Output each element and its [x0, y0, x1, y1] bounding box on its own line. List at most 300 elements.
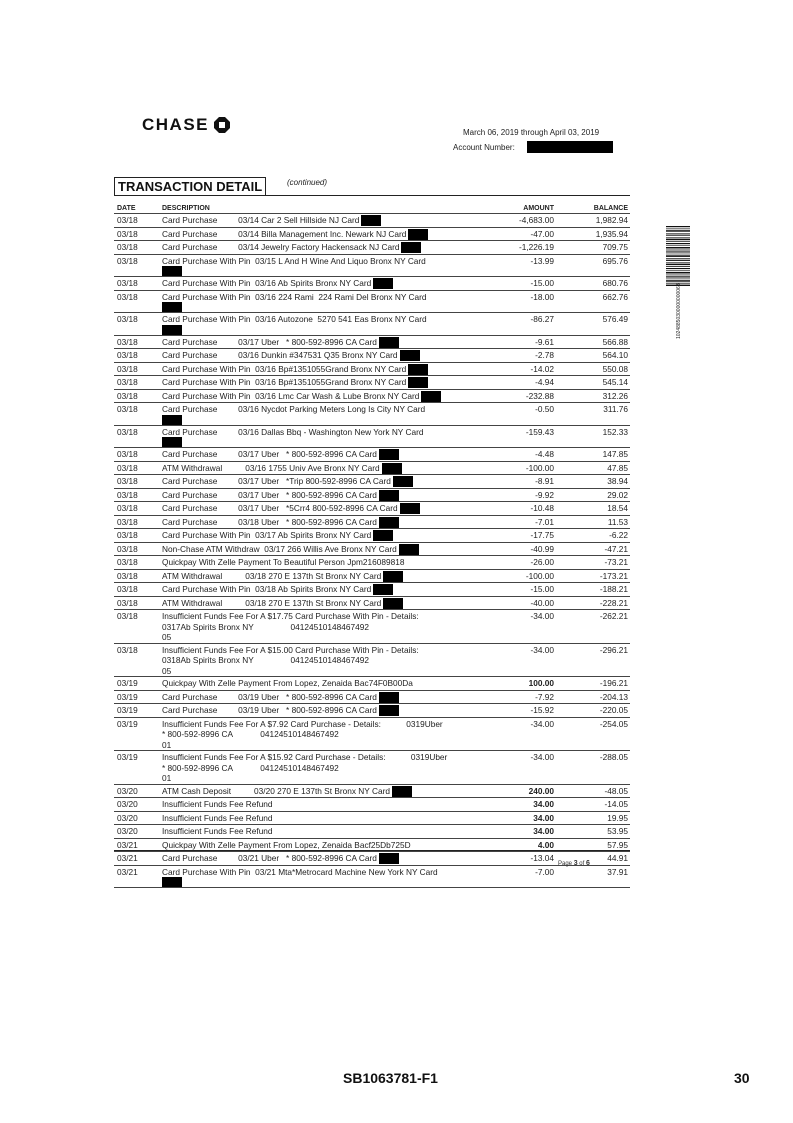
card-number-redacted — [408, 377, 428, 388]
row-amount: 34.00 — [533, 826, 554, 836]
row-date: 03/18 — [117, 314, 138, 324]
row-balance: 709.75 — [602, 242, 628, 252]
logo-text: CHASE — [142, 115, 210, 134]
row-balance: 1,982.94 — [595, 215, 628, 225]
row-description-text: Card Purchase With Pin 03/16 224 Rami 224 Rami Del Bronx NY Card — [162, 291, 427, 302]
row-balance: 550.08 — [602, 363, 628, 374]
row-balance: 152.33 — [602, 426, 628, 437]
row-description — [162, 337, 492, 349]
table-row — [114, 475, 630, 489]
card-number-redacted — [373, 530, 393, 541]
row-description — [162, 705, 492, 717]
row-balance: -196.21 — [599, 678, 628, 688]
row-description-text: Card Purchase With Pin 03/15 L And H Wine And Liquo Bronx NY Card — [162, 255, 426, 266]
card-number-redacted — [421, 391, 441, 402]
col-description-header: DESCRIPTION — [162, 205, 210, 212]
row-description — [162, 350, 492, 362]
row-balance: -228.21 — [599, 597, 628, 608]
row-description — [162, 786, 492, 798]
row-description-text: Card Purchase 03/16 Dallas Bbq - Washington New York NY Card — [162, 426, 424, 437]
row-date: 03/18 — [117, 611, 138, 621]
table-row — [114, 448, 630, 462]
row-balance: 695.76 — [602, 255, 628, 266]
table-row — [114, 390, 630, 404]
card-number-redacted — [162, 325, 182, 335]
card-number-redacted — [162, 877, 182, 887]
row-date: 03/18 — [117, 426, 138, 437]
table-row — [114, 516, 630, 530]
row-description-text: Card Purchase 03/17 Uber *5Crr4 800-592-8996 CA Card — [162, 503, 398, 513]
barcode-icon — [666, 226, 690, 286]
page-indicator — [558, 860, 590, 867]
row-balance: -6.22 — [609, 530, 628, 540]
row-date: 03/19 — [117, 752, 138, 762]
card-number-redacted — [392, 786, 412, 797]
row-description — [162, 256, 492, 277]
row-description-text: Card Purchase 03/17 Uber *Trip 800-592-8996 CA Card — [162, 476, 391, 486]
page-total: 6 — [585, 860, 590, 867]
card-number-redacted — [162, 437, 182, 447]
row-balance: 564.10 — [602, 350, 628, 360]
row-description — [162, 292, 492, 313]
row-description-text: Insufficient Funds Fee For A $15.00 Card Purchase With Pin - Details: — [162, 644, 419, 655]
chase-octagon-icon — [214, 117, 230, 133]
row-description — [162, 278, 492, 290]
card-number-redacted — [399, 544, 419, 555]
row-amount: -18.00 — [530, 291, 554, 302]
table-row — [114, 277, 630, 291]
row-description-text: Quickpay With Zelle Payment To Beautiful Person Jpm216089818 — [162, 557, 405, 567]
row-date: 03/18 — [117, 255, 138, 266]
row-balance: -73.21 — [604, 557, 628, 567]
row-description-line3: 05 — [162, 632, 172, 642]
row-amount: -13.99 — [530, 255, 554, 266]
table-row — [114, 462, 630, 476]
row-description-text: Insufficient Funds Fee Refund — [162, 826, 273, 836]
row-balance: 18.54 — [607, 503, 628, 513]
row-description-text: Non-Chase ATM Withdraw 03/17 266 Willis Ave Bronx NY Card — [162, 543, 397, 554]
row-description — [162, 544, 492, 556]
row-amount: -34.00 — [530, 752, 554, 762]
table-row — [114, 704, 630, 718]
table-row — [114, 583, 630, 597]
row-description-text: Card Purchase With Pin 03/18 Ab Spirits Bronx NY Card — [162, 584, 372, 594]
row-date: 03/18 — [117, 597, 138, 608]
table-header — [114, 202, 630, 214]
card-number-redacted — [162, 415, 182, 425]
table-row — [114, 349, 630, 363]
row-balance: 545.14 — [602, 377, 628, 387]
row-description — [162, 584, 492, 596]
row-description — [162, 826, 492, 838]
table-row — [114, 228, 630, 242]
card-number-redacted — [379, 692, 399, 703]
continued-label: (continued) — [287, 178, 328, 187]
table-row — [114, 543, 630, 557]
row-amount: -7.01 — [535, 516, 554, 527]
row-amount: -26.00 — [530, 557, 554, 567]
row-date: 03/18 — [117, 336, 138, 347]
exhibit-number: 30 — [734, 1070, 750, 1086]
row-amount: -34.00 — [530, 644, 554, 655]
card-number-redacted — [383, 571, 403, 582]
table-row — [114, 570, 630, 584]
row-description — [162, 503, 492, 515]
card-number-redacted — [408, 229, 428, 240]
row-description — [162, 853, 492, 865]
row-description — [162, 645, 492, 677]
row-amount: -40.00 — [530, 597, 554, 608]
table-bottom-divider — [114, 850, 630, 851]
row-balance: 37.91 — [607, 866, 628, 877]
barcode-number: 10248850300000000063 — [676, 283, 682, 339]
table-row — [114, 812, 630, 826]
row-date: 03/20 — [117, 799, 138, 809]
row-balance: 47.85 — [607, 462, 628, 473]
row-balance: 680.76 — [602, 278, 628, 288]
row-date: 03/18 — [117, 644, 138, 655]
row-description-text: Card Purchase With Pin 03/16 Bp#1351055Grand Bronx NY Card — [162, 363, 407, 374]
row-date: 03/18 — [117, 278, 138, 288]
card-number-redacted — [408, 364, 428, 375]
card-number-redacted — [379, 705, 399, 716]
row-date: 03/18 — [117, 530, 138, 540]
row-balance: 1,935.94 — [595, 228, 628, 239]
row-description — [162, 752, 492, 784]
row-balance: -220.05 — [599, 705, 628, 715]
row-date: 03/18 — [117, 449, 138, 459]
row-description — [162, 692, 492, 704]
row-amount: -8.91 — [535, 476, 554, 486]
card-number-redacted — [373, 278, 393, 289]
row-date: 03/18 — [117, 363, 138, 374]
row-description-text: Insufficient Funds Fee Refund — [162, 812, 273, 823]
section-title: TRANSACTION DETAIL — [114, 177, 266, 196]
row-balance: 662.76 — [602, 291, 628, 302]
row-description-text: Card Purchase 03/19 Uber * 800-592-8996 CA Card — [162, 691, 377, 702]
row-description-line3: 01 — [162, 739, 172, 750]
row-description-text: Insufficient Funds Fee For A $17.75 Card Purchase With Pin - Details: — [162, 611, 419, 621]
table-row — [114, 502, 630, 516]
card-number-redacted — [379, 449, 399, 460]
card-number-redacted — [379, 517, 399, 528]
row-balance: 312.26 — [602, 390, 628, 401]
row-description — [162, 799, 492, 811]
row-amount: -232.88 — [525, 390, 554, 401]
row-date: 03/18 — [117, 543, 138, 554]
row-amount: -4.94 — [535, 377, 554, 387]
table-row — [114, 214, 630, 228]
row-amount: -2.78 — [535, 350, 554, 360]
row-description — [162, 404, 492, 425]
table-row — [114, 529, 630, 543]
table-row — [114, 291, 630, 314]
row-balance: -204.13 — [599, 691, 628, 702]
header-divider — [114, 195, 630, 196]
row-description-text: Insufficient Funds Fee For A $7.92 Card Purchase - Details: 0319Uber — [162, 718, 443, 729]
row-description-text: ATM Withdrawal 03/16 1755 Univ Ave Bronx NY Card — [162, 462, 380, 473]
table-row — [114, 376, 630, 390]
row-description — [162, 598, 492, 610]
row-description — [162, 530, 492, 542]
row-balance: -47.21 — [604, 543, 628, 554]
row-amount: -34.00 — [530, 718, 554, 729]
row-balance: 57.95 — [607, 839, 628, 850]
table-row — [114, 597, 630, 611]
row-date: 03/18 — [117, 215, 138, 225]
row-description — [162, 377, 492, 389]
card-number-redacted — [361, 215, 381, 226]
card-number-redacted — [373, 584, 393, 595]
row-description-line2: * 800-592-8996 CA 04124510148467492 — [162, 762, 339, 773]
transaction-table — [114, 202, 630, 888]
row-balance: 566.88 — [602, 336, 628, 347]
row-description — [162, 427, 492, 448]
row-description-line2: * 800-592-8996 CA 04124510148467492 — [162, 729, 339, 739]
row-description — [162, 364, 492, 376]
row-description — [162, 242, 492, 254]
row-description-text: Card Purchase 03/17 Uber * 800-592-8996 CA Card — [162, 449, 377, 459]
row-amount: -34.00 — [530, 611, 554, 621]
row-date: 03/20 — [117, 812, 138, 823]
row-balance: -173.21 — [599, 570, 628, 581]
row-description — [162, 571, 492, 583]
row-description-text: Card Purchase With Pin 03/16 Lmc Car Wash & Lube Bronx NY Card — [162, 390, 420, 401]
table-row — [114, 677, 630, 691]
row-date: 03/18 — [117, 242, 138, 252]
card-number-redacted — [393, 476, 413, 487]
row-amount: 34.00 — [533, 799, 554, 809]
row-description-line3: 05 — [162, 665, 172, 676]
row-amount: -15.92 — [530, 705, 554, 715]
row-balance: -14.05 — [604, 799, 628, 809]
row-description-text: Card Purchase 03/19 Uber * 800-592-8996 CA Card — [162, 705, 377, 715]
row-amount: -7.00 — [535, 866, 554, 877]
row-amount: -14.02 — [530, 363, 554, 374]
row-balance: 29.02 — [607, 489, 628, 500]
row-description-text: Card Purchase 03/16 Nycdot Parking Meters Long Is City NY Card — [162, 404, 426, 414]
row-description-text: Quickpay With Zelle Payment From Lopez, Zenaida Bac74F0B00Da — [162, 678, 413, 688]
page-prefix: Page — [558, 861, 573, 867]
row-description-text: Card Purchase 03/17 Uber * 800-592-8996 CA Card — [162, 489, 377, 500]
row-amount: -100.00 — [525, 462, 554, 473]
row-amount: -159.43 — [525, 426, 554, 437]
row-description — [162, 719, 492, 751]
row-amount: 4.00 — [537, 839, 554, 850]
card-number-redacted — [400, 503, 420, 514]
account-number-redacted — [527, 141, 613, 153]
row-amount: -7.92 — [535, 691, 554, 702]
row-balance: 44.91 — [607, 853, 628, 863]
row-date: 03/18 — [117, 476, 138, 486]
row-balance: -296.21 — [599, 644, 628, 655]
row-balance: 38.94 — [607, 476, 628, 486]
row-date: 03/19 — [117, 678, 138, 688]
table-row — [114, 363, 630, 377]
account-number-row — [453, 141, 613, 153]
card-number-redacted — [400, 350, 420, 361]
row-description-text: Card Purchase With Pin 03/16 Autozone 5270 541 Eas Bronx NY Card — [162, 314, 427, 324]
row-description — [162, 611, 492, 643]
row-date: 03/18 — [117, 390, 138, 401]
table-body — [114, 214, 630, 888]
card-number-redacted — [162, 302, 182, 312]
row-description-text: Card Purchase 03/14 Jewelry Factory Hackensack NJ Card — [162, 242, 400, 252]
row-balance: -262.21 — [599, 611, 628, 621]
row-description-text: Insufficient Funds Fee Refund — [162, 799, 273, 809]
row-balance: 19.95 — [607, 812, 628, 823]
row-description — [162, 229, 492, 241]
row-date: 03/20 — [117, 826, 138, 836]
row-amount: -100.00 — [525, 570, 554, 581]
table-row — [114, 866, 630, 889]
row-description — [162, 449, 492, 461]
row-date: 03/19 — [117, 705, 138, 715]
page-current: 3 — [573, 860, 578, 867]
row-date: 03/18 — [117, 557, 138, 567]
row-balance: -48.05 — [604, 785, 628, 796]
table-row — [114, 255, 630, 278]
row-description-text: Card Purchase 03/17 Uber * 800-592-8996 CA Card — [162, 336, 377, 347]
row-description — [162, 391, 492, 403]
table-row — [114, 426, 630, 449]
row-description-text: Card Purchase With Pin 03/16 Ab Spirits Bronx NY Card — [162, 278, 372, 288]
row-date: 03/18 — [117, 350, 138, 360]
table-row — [114, 825, 630, 839]
card-number-redacted — [382, 463, 402, 474]
row-amount: -40.99 — [530, 543, 554, 554]
table-row — [114, 798, 630, 812]
col-date-header: DATE — [117, 205, 136, 212]
row-date: 03/19 — [117, 691, 138, 702]
row-date: 03/18 — [117, 291, 138, 302]
row-description — [162, 517, 492, 529]
row-amount: -86.27 — [530, 314, 554, 324]
row-description — [162, 463, 492, 475]
row-description-text: Card Purchase 03/16 Dunkin #347531 Q35 Bronx NY Card — [162, 350, 398, 360]
row-description-text: Card Purchase 03/14 Car 2 Sell Hillside NJ Card — [162, 215, 360, 225]
table-row — [114, 610, 630, 644]
row-description-text: Card Purchase With Pin 03/16 Bp#1351055Grand Bronx NY Card — [162, 377, 407, 387]
table-row — [114, 313, 630, 336]
row-amount: -0.50 — [535, 404, 554, 414]
table-row — [114, 556, 630, 570]
row-balance: -288.05 — [599, 752, 628, 762]
row-description — [162, 867, 492, 888]
statement-period: March 06, 2019 through April 03, 2019 — [463, 128, 600, 137]
table-row — [114, 718, 630, 752]
chase-logo — [142, 115, 230, 135]
row-balance: 53.95 — [607, 826, 628, 836]
row-description-text: Card Purchase 03/18 Uber * 800-592-8996 CA Card — [162, 516, 377, 527]
row-balance: 311.76 — [603, 404, 628, 414]
card-number-redacted — [162, 266, 182, 276]
row-balance: 147.85 — [602, 449, 628, 459]
table-row — [114, 751, 630, 785]
row-description — [162, 314, 492, 335]
row-description-text: ATM Cash Deposit 03/20 270 E 137th St Bronx NY Card — [162, 785, 390, 796]
row-amount: -47.00 — [530, 228, 554, 239]
row-description-text: Quickpay With Zelle Payment From Lopez, Zenaida Bacf25Db725D — [162, 839, 411, 850]
row-amount: -1,226.19 — [518, 242, 554, 252]
row-date: 03/18 — [117, 570, 138, 581]
row-date: 03/21 — [117, 839, 138, 850]
table-row — [114, 644, 630, 678]
row-date: 03/20 — [117, 785, 138, 796]
table-row — [114, 691, 630, 705]
col-balance-header: BALANCE — [593, 205, 628, 212]
card-number-redacted — [383, 598, 403, 609]
col-amount-header: AMOUNT — [523, 205, 554, 212]
row-amount: -10.48 — [530, 503, 554, 513]
row-description-line2: 0317Ab Spirits Bronx NY 04124510148467492 — [162, 621, 369, 632]
document-id: SB1063781-F1 — [343, 1070, 438, 1086]
row-date: 03/18 — [117, 503, 138, 513]
table-row — [114, 403, 630, 426]
page-of: of — [579, 861, 585, 867]
row-date: 03/18 — [117, 516, 138, 527]
row-date: 03/18 — [117, 462, 138, 473]
row-description-text: ATM Withdrawal 03/18 270 E 137th St Bronx NY Card — [162, 597, 382, 608]
row-amount: 240.00 — [528, 785, 554, 796]
row-date: 03/21 — [117, 853, 138, 863]
row-description-text: Insufficient Funds Fee For A $15.92 Card Purchase - Details: 0319Uber — [162, 752, 448, 762]
row-description-text: Card Purchase 03/14 Billa Management Inc. Newark NJ Card — [162, 228, 407, 239]
row-amount: -15.00 — [530, 278, 554, 288]
row-amount: 34.00 — [533, 812, 554, 823]
table-row — [114, 336, 630, 350]
row-balance: -188.21 — [599, 584, 628, 594]
row-description — [162, 490, 492, 502]
row-description-text: ATM Withdrawal 03/18 270 E 137th St Bronx NY Card — [162, 570, 382, 581]
row-amount: -15.00 — [530, 584, 554, 594]
row-date: 03/21 — [117, 866, 138, 877]
table-row — [114, 489, 630, 503]
row-amount: -17.75 — [530, 530, 554, 540]
row-balance: 11.53 — [607, 516, 628, 527]
row-description — [162, 476, 492, 488]
row-date: 03/18 — [117, 228, 138, 239]
row-date: 03/19 — [117, 718, 138, 729]
row-balance: -254.05 — [599, 718, 628, 729]
row-description-line2: 0318Ab Spirits Bronx NY 04124510148467492 — [162, 655, 369, 665]
row-description-line3: 01 — [162, 773, 172, 783]
row-amount: -4,683.00 — [518, 215, 554, 225]
row-amount: 100.00 — [528, 678, 554, 688]
row-amount: -13.04 — [530, 853, 554, 863]
row-description — [162, 215, 492, 227]
row-description — [162, 557, 492, 569]
row-description-text: Card Purchase With Pin 03/17 Ab Spirits Bronx NY Card — [162, 530, 372, 540]
card-number-redacted — [379, 490, 399, 501]
row-date: 03/18 — [117, 377, 138, 387]
row-description — [162, 678, 492, 690]
row-date: 03/18 — [117, 489, 138, 500]
card-number-redacted — [401, 242, 421, 253]
row-description-text: Card Purchase With Pin 03/21 Mta*Metrocard Machine New York NY Card — [162, 866, 438, 877]
card-number-redacted — [379, 853, 399, 864]
row-description-text: Card Purchase 03/21 Uber * 800-592-8996 CA Card — [162, 853, 377, 863]
table-row — [114, 241, 630, 255]
account-number-label: Account Number: — [453, 142, 515, 152]
row-amount: -9.61 — [535, 336, 554, 347]
row-description — [162, 813, 492, 825]
row-date: 03/18 — [117, 584, 138, 594]
row-balance: 576.49 — [602, 314, 628, 324]
table-row — [114, 852, 630, 866]
row-amount: -4.48 — [535, 449, 554, 459]
card-number-redacted — [379, 337, 399, 348]
